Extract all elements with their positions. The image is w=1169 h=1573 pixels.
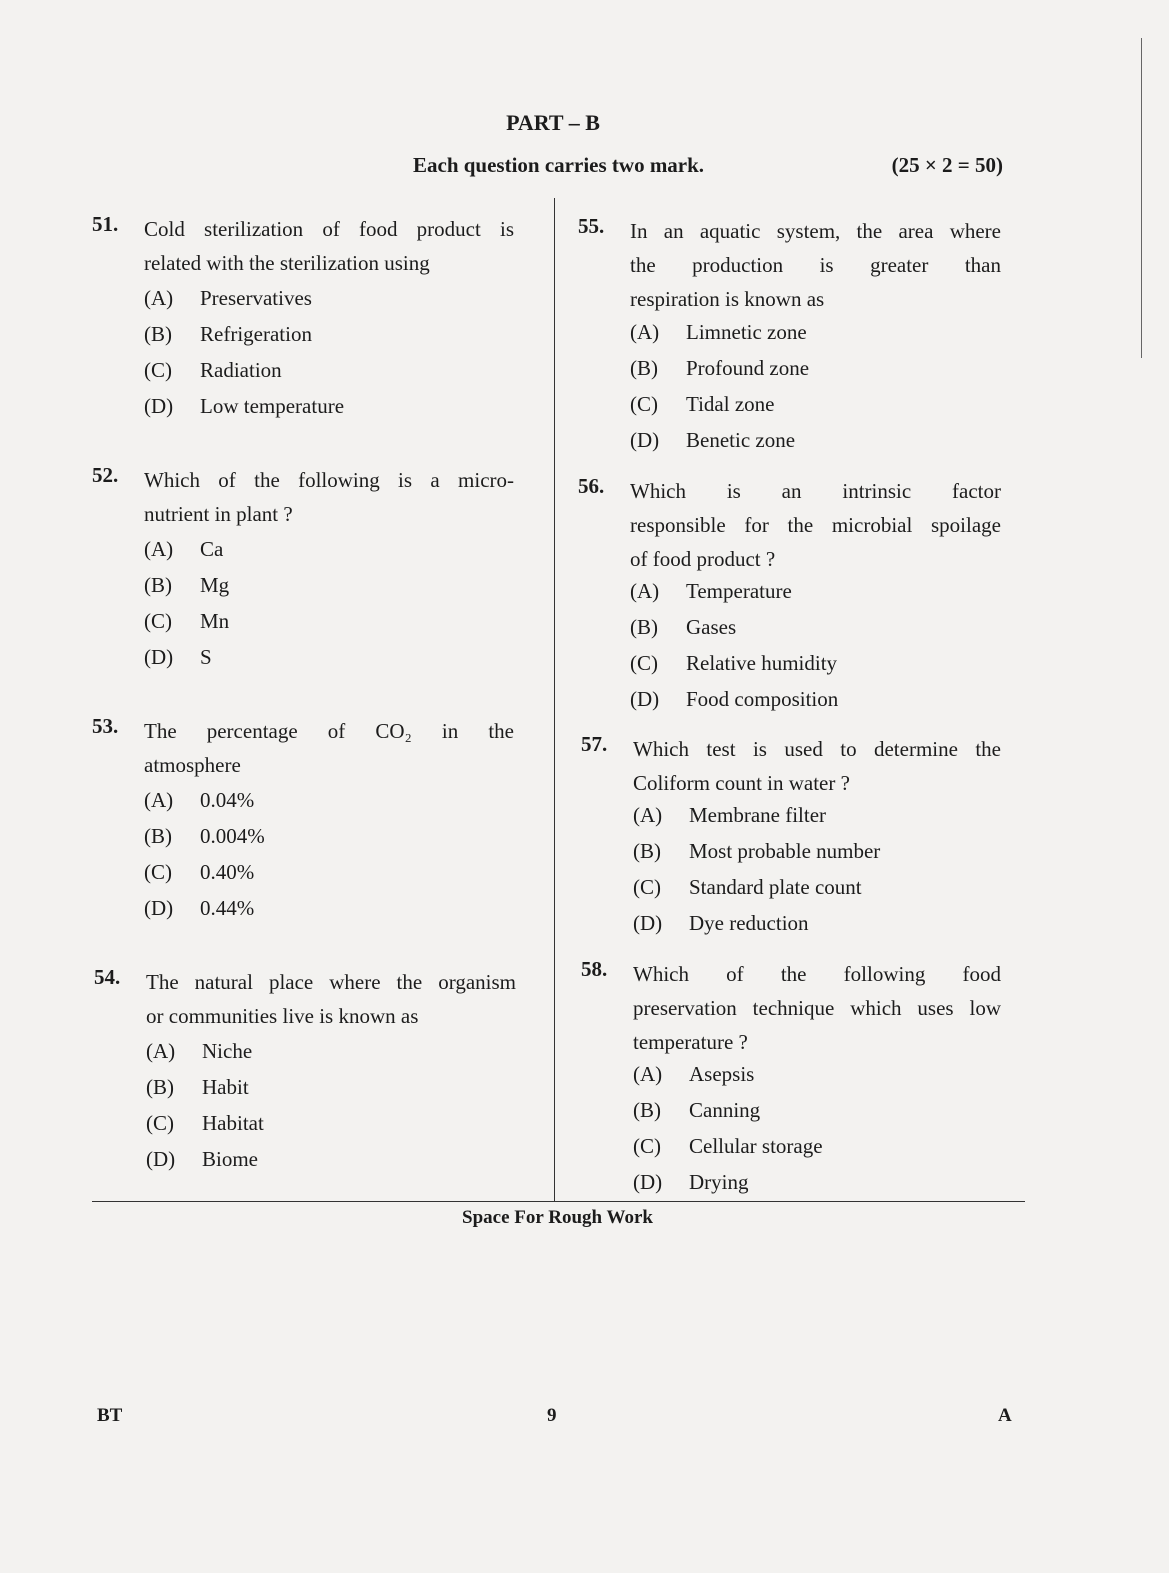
answer-option bbox=[630, 615, 736, 640]
question-text-line: Which of the following food bbox=[633, 962, 1001, 986]
option-text: 0.40% bbox=[200, 860, 255, 884]
option-text: Preservatives bbox=[200, 286, 312, 310]
booklet-code: BT bbox=[97, 1405, 123, 1426]
option-letter: (A) bbox=[144, 286, 174, 310]
question-text bbox=[630, 474, 1001, 576]
option-text: Mg bbox=[200, 573, 230, 597]
question-text bbox=[146, 965, 516, 1033]
option-letter: (A) bbox=[630, 579, 660, 603]
answer-option bbox=[630, 392, 774, 417]
option-letter: (A) bbox=[633, 1062, 663, 1086]
answer-option bbox=[630, 651, 837, 676]
answer-option bbox=[633, 1170, 749, 1195]
answer-option bbox=[633, 839, 880, 864]
answer-option bbox=[144, 394, 344, 419]
option-letter: (A) bbox=[146, 1039, 176, 1063]
question-text-line: Cold sterilization of food product is bbox=[144, 217, 514, 241]
answer-option bbox=[630, 428, 795, 453]
option-text: Asepsis bbox=[689, 1062, 755, 1086]
marking-instruction: Each question carries two mark. bbox=[413, 153, 705, 177]
question-text-line: Which of the following is a micro- bbox=[144, 468, 514, 492]
option-text: Temperature bbox=[686, 579, 792, 603]
answer-option bbox=[630, 356, 809, 381]
answer-option bbox=[144, 286, 312, 311]
option-text: Most probable number bbox=[689, 839, 881, 863]
option-letter: (B) bbox=[633, 839, 661, 863]
total-marks: (25 × 2 = 50) bbox=[891, 153, 1003, 177]
option-text: 0.04% bbox=[200, 788, 255, 812]
option-letter: (D) bbox=[144, 394, 174, 418]
option-letter: (A) bbox=[630, 320, 660, 344]
option-letter: (A) bbox=[144, 537, 174, 561]
question-number: 54. bbox=[94, 965, 121, 989]
option-letter: (B) bbox=[630, 356, 658, 380]
option-text: Low temperature bbox=[200, 394, 345, 418]
question-text-line: the production is greater than bbox=[630, 253, 1001, 277]
answer-option bbox=[146, 1039, 252, 1064]
question-text-line: Which is an intrinsic factor bbox=[630, 479, 1001, 503]
question-text bbox=[144, 714, 514, 782]
option-text: Profound zone bbox=[686, 356, 810, 380]
option-letter: (B) bbox=[144, 322, 172, 346]
option-text: Limnetic zone bbox=[686, 320, 807, 344]
option-letter: (C) bbox=[633, 1134, 661, 1158]
option-text: Biome bbox=[202, 1147, 258, 1171]
option-letter: (D) bbox=[633, 911, 663, 935]
option-text: Benetic zone bbox=[686, 428, 796, 452]
answer-option bbox=[144, 824, 265, 849]
option-letter: (B) bbox=[630, 615, 658, 639]
question-text bbox=[633, 957, 1001, 1059]
answer-option bbox=[144, 896, 254, 921]
question-text bbox=[630, 214, 1001, 316]
option-text: Dye reduction bbox=[689, 911, 809, 935]
option-letter: (C) bbox=[630, 651, 658, 675]
option-text: Niche bbox=[202, 1039, 253, 1063]
option-letter: (D) bbox=[144, 645, 174, 669]
answer-option bbox=[144, 322, 312, 347]
margin-line bbox=[1141, 38, 1142, 358]
option-letter: (C) bbox=[144, 609, 172, 633]
answer-option bbox=[144, 358, 282, 383]
option-letter: (A) bbox=[144, 788, 174, 812]
question-text-line: In an aquatic system, the area where bbox=[630, 219, 1001, 243]
option-text: 0.44% bbox=[200, 896, 255, 920]
option-letter: (C) bbox=[146, 1111, 174, 1135]
answer-option bbox=[633, 803, 826, 828]
option-text: Habit bbox=[202, 1075, 249, 1099]
question-text-line: respiration is known as bbox=[630, 287, 825, 311]
option-letter: (C) bbox=[144, 358, 172, 382]
option-text: Standard plate count bbox=[689, 875, 862, 899]
question-text-line: temperature ? bbox=[633, 1030, 748, 1054]
option-text: Mn bbox=[200, 609, 230, 633]
question-text-line: The percentage of CO₂ in the bbox=[144, 719, 514, 743]
question-text-line: responsible for the microbial spoilage bbox=[630, 513, 1001, 537]
answer-option bbox=[633, 911, 809, 936]
option-letter: (B) bbox=[146, 1075, 174, 1099]
option-text: Gases bbox=[686, 615, 737, 639]
answer-option bbox=[633, 1134, 823, 1159]
answer-option bbox=[633, 875, 862, 900]
option-letter: (D) bbox=[630, 428, 660, 452]
question-text-line: related with the sterilization using bbox=[144, 251, 430, 275]
answer-option bbox=[146, 1111, 264, 1136]
question-number: 51. bbox=[92, 212, 119, 236]
question-text bbox=[633, 732, 1001, 800]
option-text: Refrigeration bbox=[200, 322, 312, 346]
question-text-line: of food product ? bbox=[630, 547, 776, 571]
page-number: 9 bbox=[547, 1405, 557, 1426]
question-number: 55. bbox=[578, 214, 605, 238]
option-text: Radiation bbox=[200, 358, 282, 382]
question-text-line: The natural place where the organism bbox=[146, 970, 516, 994]
option-text: Relative humidity bbox=[686, 651, 838, 675]
question-number: 58. bbox=[581, 957, 608, 981]
option-text: Drying bbox=[689, 1170, 749, 1194]
option-letter: (B) bbox=[144, 573, 172, 597]
part-heading: PART – B bbox=[506, 110, 600, 135]
option-letter: (D) bbox=[630, 687, 660, 711]
option-text: 0.004% bbox=[200, 824, 265, 848]
answer-option bbox=[633, 1098, 760, 1123]
question-text bbox=[144, 212, 514, 280]
answer-option bbox=[144, 609, 229, 634]
option-text: Habitat bbox=[202, 1111, 264, 1135]
question-text-line: preservation technique which uses low bbox=[633, 996, 1001, 1020]
answer-option bbox=[144, 788, 254, 813]
option-letter: (B) bbox=[633, 1098, 661, 1122]
answer-option bbox=[633, 1062, 754, 1087]
answer-option bbox=[630, 687, 838, 712]
question-text-line: atmosphere bbox=[144, 753, 241, 777]
option-text: Cellular storage bbox=[689, 1134, 823, 1158]
option-text: Food composition bbox=[686, 687, 839, 711]
option-letter: (D) bbox=[633, 1170, 663, 1194]
option-letter: (D) bbox=[144, 896, 174, 920]
question-number: 52. bbox=[92, 463, 119, 487]
option-letter: (B) bbox=[144, 824, 172, 848]
column-divider bbox=[554, 198, 555, 1201]
question-text-line: Which test is used to determine the bbox=[633, 737, 1001, 761]
option-text: Tidal zone bbox=[686, 392, 775, 416]
question-number: 57. bbox=[581, 732, 608, 756]
question-text-line: nutrient in plant ? bbox=[144, 502, 293, 526]
question-text-line: or communities live is known as bbox=[146, 1004, 419, 1028]
option-text: Membrane filter bbox=[689, 803, 827, 827]
answer-option bbox=[144, 860, 254, 885]
answer-option bbox=[630, 579, 792, 604]
bottom-rule bbox=[92, 1201, 1025, 1202]
set-code: A bbox=[998, 1405, 1012, 1426]
option-text: S bbox=[200, 645, 212, 669]
option-text: Canning bbox=[689, 1098, 761, 1122]
option-letter: (C) bbox=[144, 860, 172, 884]
question-text bbox=[144, 463, 514, 531]
question-number: 53. bbox=[92, 714, 119, 738]
answer-option bbox=[144, 537, 223, 562]
answer-option bbox=[630, 320, 807, 345]
question-text-line: Coliform count in water ? bbox=[633, 771, 850, 795]
answer-option bbox=[144, 645, 212, 670]
option-letter: (C) bbox=[633, 875, 661, 899]
rough-work-label: Space For Rough Work bbox=[462, 1207, 653, 1228]
option-letter: (C) bbox=[630, 392, 658, 416]
answer-option bbox=[146, 1075, 249, 1100]
option-letter: (A) bbox=[633, 803, 663, 827]
option-text: Ca bbox=[200, 537, 224, 561]
question-number: 56. bbox=[578, 474, 605, 498]
answer-option bbox=[146, 1147, 258, 1172]
option-letter: (D) bbox=[146, 1147, 176, 1171]
answer-option bbox=[144, 573, 229, 598]
